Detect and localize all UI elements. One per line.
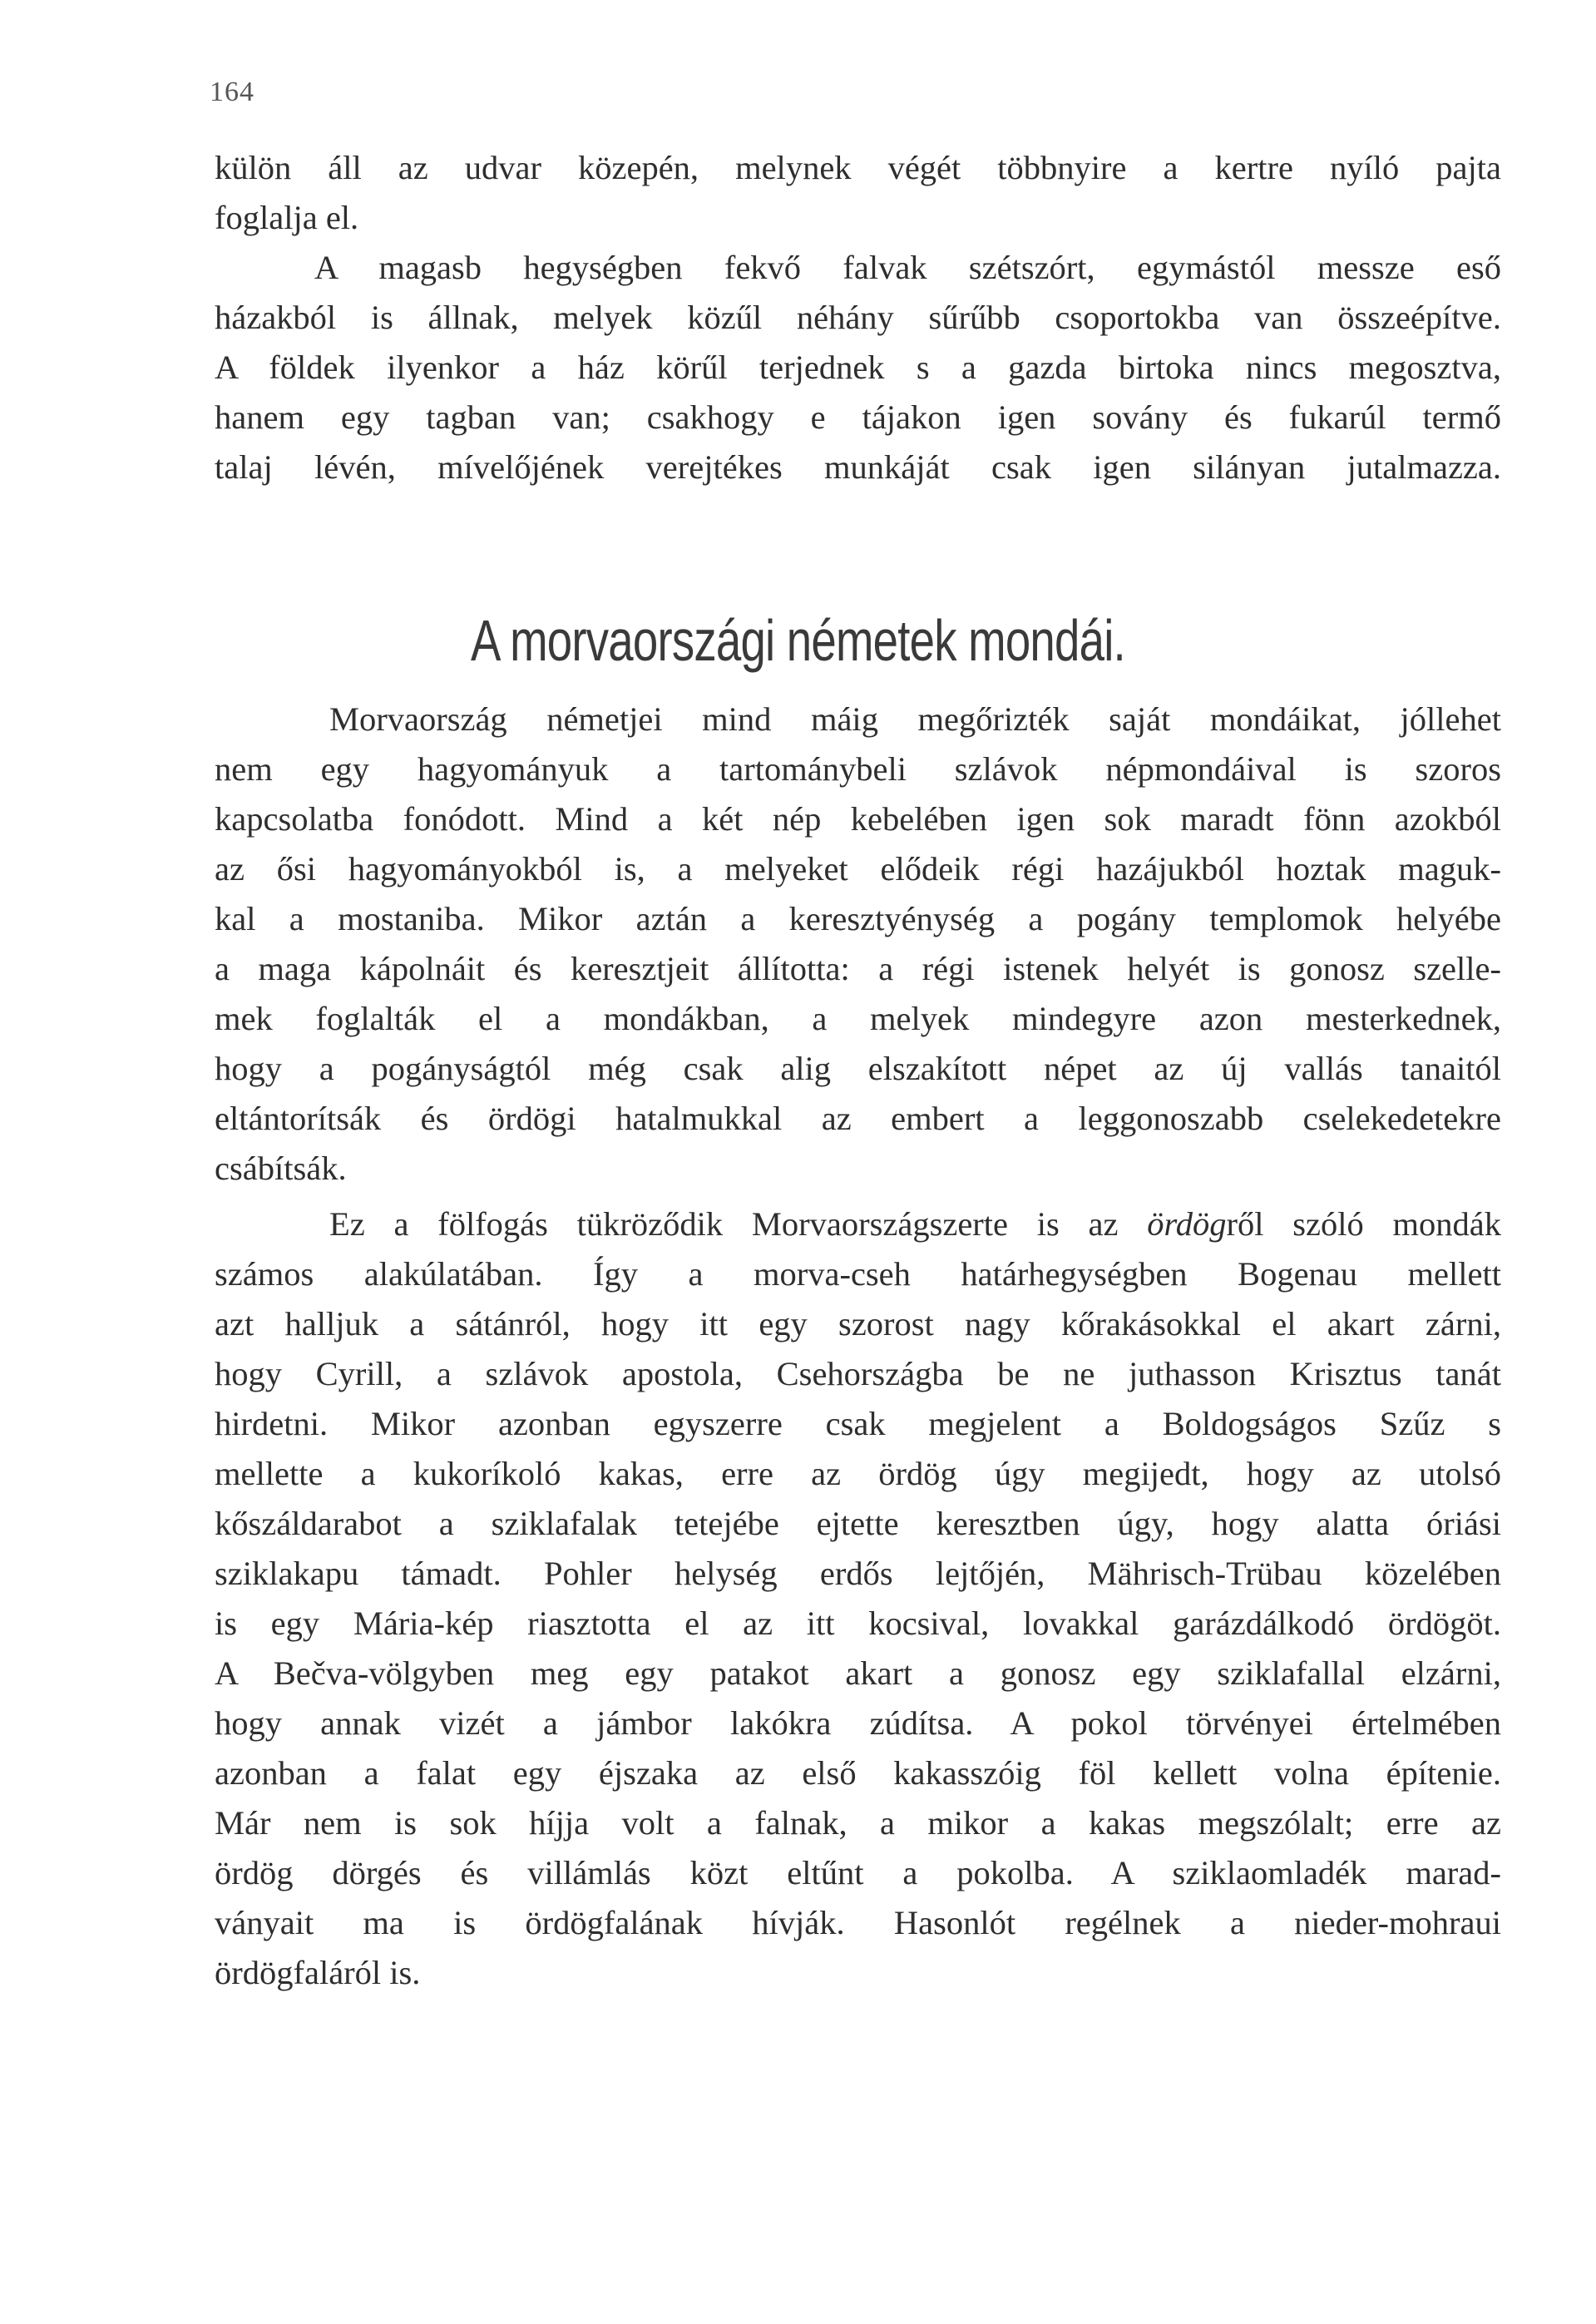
text-line: külön áll az udvar közepén, melynek végét többnyire a kertre nyíló pajta [215,149,1501,186]
text-line: nem egy hagyományuk a tartománybeli szlávok népmondáival is szoros [215,750,1501,788]
text-line: kőszáldarabot a sziklafalak tetejébe ejtette keresztben úgy, hogy alatta óriási [215,1505,1501,1542]
text-line: hogy annak vizét a jámbor lakókra zúdítsa. A pokol törvényei értelmében [215,1704,1501,1742]
text-line: eltántorítsák és ördögi hatalmukkal az embert a leggonoszabb cselekedetekre [215,1100,1501,1137]
text-fragment: ről szóló mondák [1226,1205,1501,1243]
emphasized-word: ördög [1147,1205,1227,1243]
text-line: Morvaország németjei mind máig megőrizték saját mondáikat, jóllehet [329,700,1501,738]
section-heading: A morvaországi németek mondái. [471,608,1125,673]
text-line: mellette a kukoríkoló kakas, erre az ördög úgy megijedt, hogy az utolsó [215,1455,1501,1492]
paragraph-block-middle [215,695,1501,1194]
text-line: sziklakapu támadt. Pohler helység erdős lejtőjén, Mährisch-Trübau közelében [215,1555,1501,1592]
text-line: hogy a pogányságtól még csak alig elszakított népet az új vallás tanaitól [215,1050,1501,1087]
text-line: kapcsolatba fonódott. Mind a két nép kebelében igen sok maradt fönn azokból [215,800,1501,838]
text-line: azt halljuk a sátánról, hogy itt egy szorost nagy kőrakásokkal el akart zárni, [215,1305,1501,1342]
text-line: mek foglalták el a mondákban, a melyek mindegyre azon mesterkednek, [215,1000,1501,1037]
text-line: a maga kápolnáit és keresztjeit állította: a régi istenek helyét is gonosz szelle- [215,950,1501,987]
text-line: ördögfaláról is. [215,1954,421,1991]
text-line: Már nem is sok híjja volt a falnak, a mikor a kakas megszólalt; erre az [215,1804,1501,1842]
text-line: talaj lévén, mívelőjének verejtékes munkáját csak igen silányan jutalmazza. [215,448,1501,486]
page-number: 164 [210,77,254,107]
text-line: ványait ma is ördögfalának hívják. Hasonlót regélnek a nieder-mohraui [215,1904,1501,1941]
text-line: foglalja el. [215,199,359,236]
text-line: is egy Mária-kép riasztotta el az itt kocsival, lovakkal garázdálkodó ördögöt. [215,1605,1501,1642]
paragraph-block-top [215,143,1501,492]
paragraph-block-bottom [215,1199,1501,1998]
text-line: azonban a falat egy éjszaka az első kakasszóig föl kellett volna építenie. [215,1754,1501,1792]
text-line: hanem egy tagban van; csakhogy e tájakon igen sovány és fukarúl termő [215,398,1501,436]
text-line: az ősi hagyományokból is, a melyeket elődeik régi hazájukból hoztak maguk- [215,850,1501,888]
text-line: házakból is állnak, melyek közűl néhány sűrűbb csoportokba van összeépítve. [215,299,1501,336]
text-line: A Bečva-völgyben meg egy patakot akart a gonosz egy sziklafallal elzárni, [215,1654,1501,1692]
text-line: kal a mostaniba. Mikor aztán a keresztyénység a pogány templomok helyébe [215,900,1501,937]
text-line: számos alakúlatában. Így a morva-cseh határhegységben Bogenau mellett [215,1255,1501,1293]
text-line: hogy Cyrill, a szlávok apostola, Csehországba be ne juthasson Krisztus tanát [215,1355,1501,1392]
text-line-with-emphasis [215,1199,1501,1249]
text-line: A földek ilyenkor a ház körűl terjednek s a gazda birtoka nincs megosztva, [215,349,1501,386]
text-line: csábítsák. [215,1150,347,1187]
text-line: A magasb hegységben fekvő falvak szétszórt, egymástól messze eső [314,249,1501,286]
text-line: ördög dörgés és villámlás közt eltűnt a pokolba. A sziklaomladék marad- [215,1854,1501,1891]
text-line: hirdetni. Mikor azonban egyszerre csak megjelent a Boldogságos Szűz s [215,1405,1501,1442]
text-fragment: Ez a fölfogás tükröződik Morvaországszerte is az [329,1205,1148,1243]
